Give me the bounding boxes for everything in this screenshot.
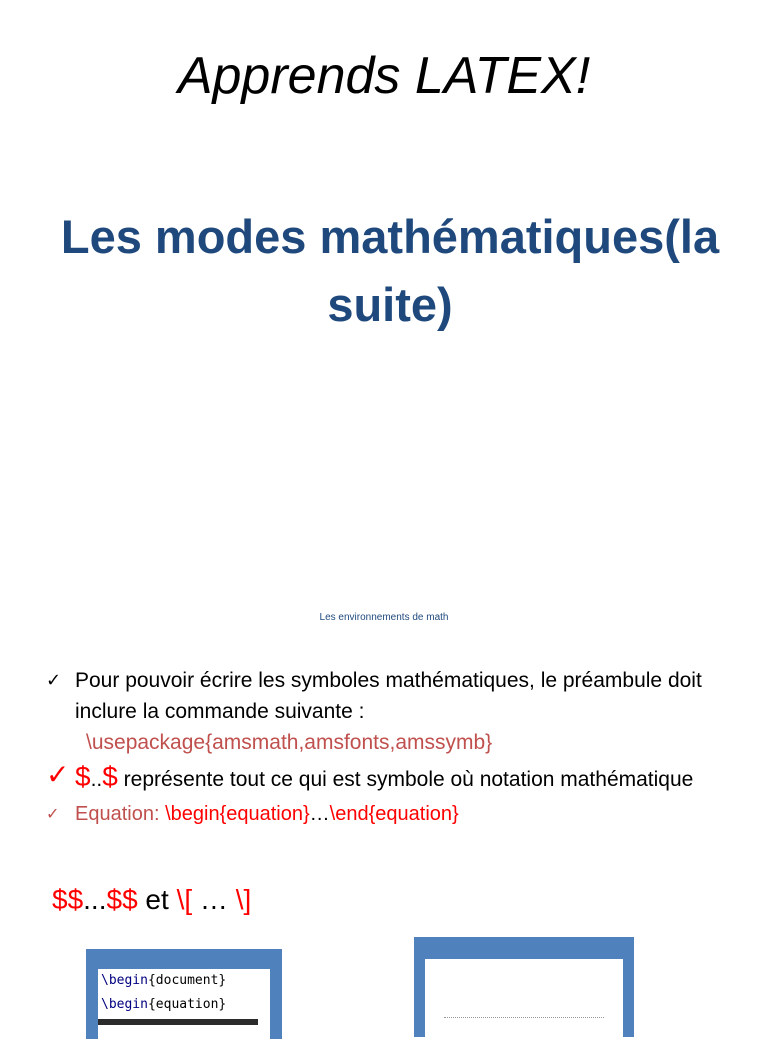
code-line <box>98 993 270 1017</box>
dollar-symbol: $ <box>75 761 91 792</box>
output-preview-thumbnail <box>414 937 634 1037</box>
begin-equation-code: \begin{equation} <box>165 803 310 825</box>
close-bracket-code: \] <box>235 884 252 915</box>
highlighted-line <box>98 1019 258 1025</box>
open-bracket-code: \[ <box>176 884 193 915</box>
dollar-symbol: $ <box>102 761 118 792</box>
display-math-line <box>52 878 251 922</box>
section-label: Les environnements de math <box>319 612 449 623</box>
et-word: et <box>137 884 177 915</box>
bullet-list <box>46 665 746 829</box>
output-rule <box>444 1017 604 1022</box>
code-line <box>98 969 270 993</box>
bullet-amsmath <box>46 665 746 758</box>
bullet-inline-math-text: représente tout ce qui est symbole où notation mathématique <box>117 768 694 791</box>
double-dollar-symbol: $$ <box>106 884 138 915</box>
code-editor-pane <box>98 969 270 1049</box>
dollar-dots: .. <box>90 768 103 791</box>
display-ellipsis: … <box>192 884 236 915</box>
code-command: \begin <box>101 973 148 988</box>
equation-ellipsis: … <box>309 803 330 825</box>
code-command: \begin <box>101 997 148 1012</box>
code-argument: {document} <box>147 973 227 988</box>
code-argument: {equation} <box>147 997 227 1012</box>
bullet-amsmath-text: Pour pouvoir écrire les symboles mathématiques, le préambule doit inclure la commande suivante : <box>75 669 702 723</box>
bullet-equation <box>46 799 746 829</box>
checkmark-icon: ✓ <box>46 670 62 691</box>
end-equation-code: \end{equation} <box>329 803 459 825</box>
checkmark-icon: ✓ <box>46 804 60 823</box>
display-dots: ... <box>83 884 107 915</box>
usepackage-code: \usepackage{amsmath,amsfonts,amssymb} <box>86 731 493 754</box>
checkmark-icon: ✓ <box>46 758 70 791</box>
output-preview-pane <box>425 959 623 1039</box>
equation-label: Equation: <box>75 803 166 825</box>
code-editor-thumbnail <box>86 949 282 1039</box>
slide-subtitle: Les modes mathématiques(la suite) <box>60 210 720 331</box>
double-dollar-symbol: $$ <box>52 884 84 915</box>
slide-title: Apprends LATEX! <box>177 47 591 105</box>
bullet-inline-math <box>46 758 746 796</box>
